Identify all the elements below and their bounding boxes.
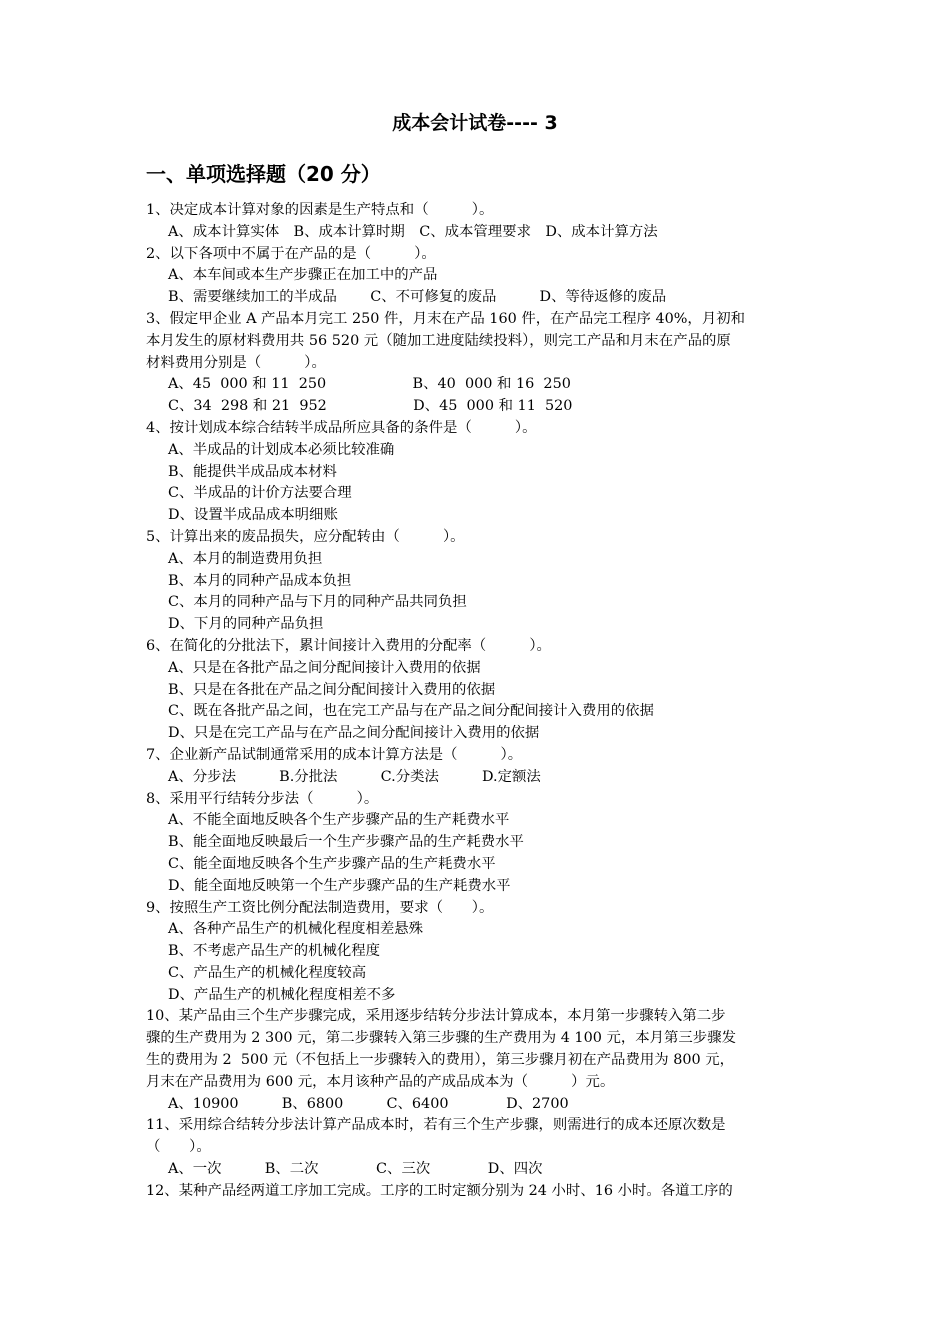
option-line: C、34 298 和 21 952 D、45 000 和 11 520 (168, 398, 573, 415)
question-line: 3、假定甲企业 A 产品本月完工 250 件，月末在产品 160 件，在产品完工程序 40%，月初和 (146, 310, 745, 327)
question-line: 2、以下各项中不属于在产品的是（ ）。 (146, 245, 436, 262)
question-line: 骤的生产费用为 2 300 元，第二步骤转入第三步骤的生产费用为 4 100 元，本月第三步骤发 (146, 1030, 736, 1047)
question-line: 12、某种产品经两道工序加工完成。工序的工时定额分别为 24 小时、16 小时。各道工序的 (146, 1182, 733, 1199)
question-line: 7、企业新产品试制通常采用的成本计算方法是（ ）。 (146, 746, 523, 763)
option-line: C、既在各批产品之间，也在完工产品与在产品之间分配间接计入费用的依据 (168, 703, 654, 720)
option-line: C、半成品的计价方法要合理 (168, 485, 352, 502)
question-line: 5、计算出来的废品损失，应分配转由（ ）。 (146, 528, 465, 545)
option-line: B、能全面地反映最后一个生产步骤产品的生产耗费水平 (168, 834, 524, 851)
option-line: D、能全面地反映第一个生产步骤产品的生产耗费水平 (168, 877, 511, 894)
question-line: 10、某产品由三个生产步骤完成，采用逐步结转分步法计算成本，本月第一步骤转入第二步 (146, 1008, 726, 1025)
question-line: 6、在简化的分批法下，累计间接计入费用的分配率（ ）。 (146, 637, 551, 654)
question-line: （ ）。 (146, 1139, 211, 1156)
option-line: C、能全面地反映各个生产步骤产品的生产耗费水平 (168, 855, 496, 872)
option-line: A、成本计算实体 B、成本计算时期 C、成本管理要求 D、成本计算方法 (168, 223, 658, 240)
option-line: A、分步法 B.分批法 C.分类法 D.定额法 (168, 768, 541, 785)
question-line: 本月发生的原材料费用共 56 520 元（随加工进度陆续投料），则完工产品和月末在产品的原 (146, 332, 731, 349)
option-line: A、各种产品生产的机械化程度相差悬殊 (168, 921, 424, 938)
section-heading: 一、单项选择题（20 分） (146, 162, 381, 186)
question-line: 4、按计划成本综合结转半成品所应具备的条件是（ ）。 (146, 419, 537, 436)
question-line: 材料费用分别是（ ）。 (146, 354, 326, 371)
question-line: 11、采用综合结转分步法计算产品成本时，若有三个生产步骤，则需进行的成本还原次数是 (146, 1117, 726, 1134)
option-line: B、本月的同种产品成本负担 (168, 572, 352, 589)
option-line: A、只是在各批产品之间分配间接计入费用的依据 (168, 659, 481, 676)
option-line: D、产品生产的机械化程度相差不多 (168, 986, 396, 1003)
question-list (146, 200, 814, 1203)
option-line: A、不能全面地反映各个生产步骤产品的生产耗费水平 (168, 812, 510, 829)
option-line: C、产品生产的机械化程度较高 (168, 964, 367, 981)
option-line: D、下月的同种产品负担 (168, 616, 324, 633)
question-line: 8、采用平行结转分步法（ ）。 (146, 790, 379, 807)
question-line: 1、决定成本计算对象的因素是生产特点和（ ）。 (146, 202, 494, 218)
option-line: B、能提供半成品成本材料 (168, 463, 337, 480)
option-line: C、本月的同种产品与下月的同种产品共同负担 (168, 594, 467, 611)
option-line: A、本月的制造费用负担 (168, 550, 323, 567)
option-line: D、设置半成品成本明细账 (168, 507, 338, 524)
exam-title: 成本会计试卷---- 3 (392, 112, 558, 134)
option-line: B、只是在各批在产品之间分配间接计入费用的依据 (168, 681, 496, 698)
question-line: 月末在产品费用为 600 元，本月该种产品的产成品成本为（ ）元。 (146, 1073, 615, 1090)
option-line: A、半成品的计划成本必须比较准确 (168, 441, 395, 458)
option-line: A、45 000 和 11 250 B、40 000 和 16 250 (168, 376, 571, 393)
option-line: A、10900 B、6800 C、6400 D、2700 (168, 1095, 569, 1112)
option-line: B、不考虑产品生产的机械化程度 (168, 943, 381, 960)
question-line: 生的费用为 2 500 元（不包括上一步骤转入的费用），第三步骤月初在产品费用为 800 元， (146, 1052, 735, 1069)
question-line: 9、按照生产工资比例分配法制造费用，要求（ ）。 (146, 899, 494, 916)
option-line: D、只是在完工产品与在产品之间分配间接计入费用的依据 (168, 725, 540, 742)
option-line: A、一次 B、二次 C、三次 D、四次 (168, 1161, 543, 1178)
option-line: B、需要继续加工的半成品 C、不可修复的废品 D、等待返修的废品 (168, 289, 667, 306)
option-line: A、本车间或本生产步骤正在加工中的产品 (168, 267, 438, 284)
